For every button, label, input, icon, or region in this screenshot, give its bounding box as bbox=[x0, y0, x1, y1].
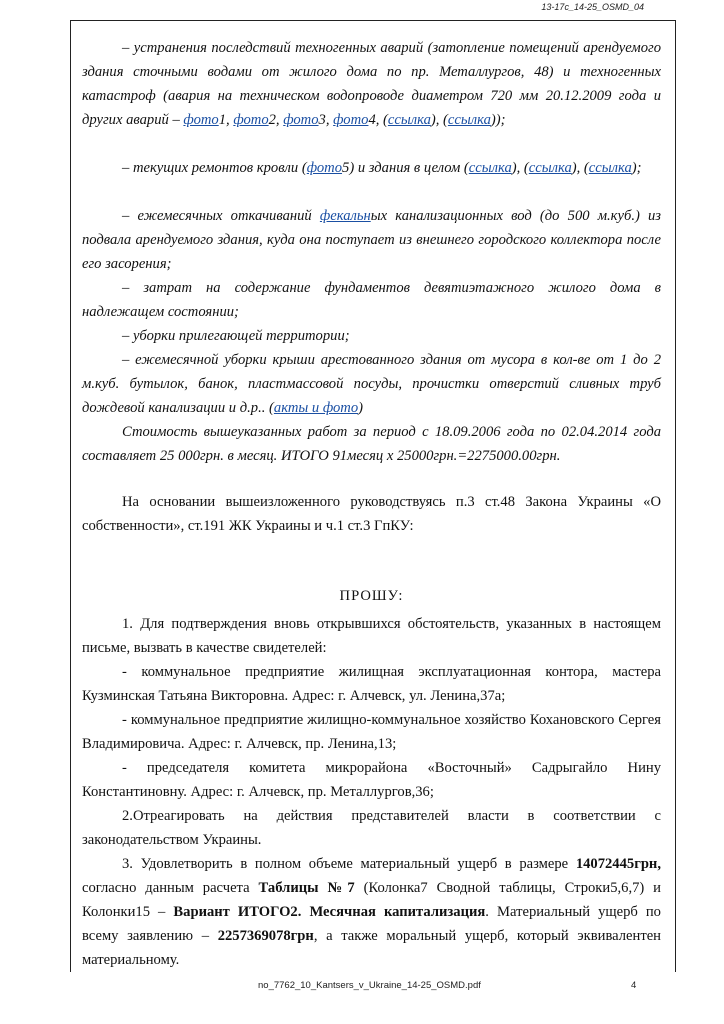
list-item-territory: – уборки прилегающей территории; bbox=[122, 328, 350, 344]
photo-link-1[interactable]: фото bbox=[183, 112, 219, 128]
witness-1: - коммунальное предприятие жилищная эксплуатационная контора, мастера Кузминская Татьяна Викторовна. Адрес: г. Алчевск, ул. Ленина,37а; bbox=[82, 664, 661, 704]
reference-link-3[interactable]: ссылка bbox=[468, 160, 512, 176]
sewage-link[interactable]: фекальн bbox=[319, 208, 371, 224]
request-item-2: 2.Отреагировать на действия представителей власти в соответствии с законодательством Украины. bbox=[82, 808, 661, 848]
reference-link-4[interactable]: ссылка bbox=[528, 160, 572, 176]
basis-paragraph: На основании вышеизложенного руководствуясь п.3 ст.48 Закона Украины «О собственности», ст.191 ЖК Украины и ч.1 ст.3 ГпКУ: bbox=[82, 494, 661, 534]
footer-filename: no_7762_10_Kantsers_v_Ukraine_14-25_OSMD.pdf bbox=[258, 980, 481, 991]
header-code: 13-17c_14-25_OSMD_04 bbox=[541, 2, 644, 12]
request-title: ПРОШУ: bbox=[339, 588, 404, 604]
list-item-foundations: – затрат на содержание фундаментов девятиэтажного жилого дома в надлежащем состоянии; bbox=[82, 280, 661, 320]
photo-link-4[interactable]: фото bbox=[333, 112, 369, 128]
witness-2: - коммунальное предприятие жилищно-коммунальное хозяйство Кохановского Сергея Владимировича. Адрес: г. Алчевск, пр. Ленина,13; bbox=[82, 712, 661, 752]
reference-link-1[interactable]: ссылка bbox=[387, 112, 431, 128]
request-item-3: 3. Удовлетворить в полном объеме материальный ущерб в размере 14072445грн, согласно данным расчета Таблицы №7 (Колонка7 Сводной таблицы, Строки5,6,7) и Колонки15 – Вариант ИТОГО2. Месячная капитализация. Материальный ущерб по всему заявлению – 2257369078грн, а также моральный ущерб, который эквивалентен материальному. bbox=[82, 856, 661, 968]
list-item-sewage: – ежемесячных откачиваний фекальных канализационных вод (до 500 м.куб.) из подвала арендуемого здания, куда она поступает из внешнего городского коллектора после его засорения; bbox=[82, 208, 661, 272]
photo-link-2[interactable]: фото bbox=[233, 112, 269, 128]
photo-link-5[interactable]: фото bbox=[306, 160, 343, 176]
witness-3: - председателя комитета микрорайона «Восточный» Садрыгайло Нину Константиновну. Адрес: г. Алчевск, пр. Металлургов,36; bbox=[82, 760, 661, 800]
cost-paragraph: Стоимость вышеуказанных работ за период с 18.09.2006 года по 02.04.2014 года составляет 25 000грн. в месяц. ИТОГО 91месяц х 25000грн.=2275000.00грн. bbox=[82, 424, 661, 464]
request-item-1: 1. Для подтверждения вновь открывшихся обстоятельств, указанных в настоящем письме, вызвать в качестве свидетелей: bbox=[82, 616, 661, 656]
reference-link-5[interactable]: ссылка bbox=[588, 160, 632, 176]
page-number: 4 bbox=[631, 980, 637, 991]
reference-link-2[interactable]: ссылка bbox=[447, 112, 491, 128]
list-item-repairs: – текущих ремонтов кровли (фото5) и здания в целом (ссылка), (ссылка), (ссылка); bbox=[122, 160, 642, 176]
acts-photos-link[interactable]: акты и фото bbox=[273, 400, 359, 416]
list-item-roof-cleaning: – ежемесячной уборки крыши арестованного здания от мусора в кол-ве от 1 до 2 м.куб. бутылок, банок, пластмассовой посуды, прочистки отверстий сливных труб дождевой канализации и д.р.. (акты и фото) bbox=[82, 352, 661, 416]
list-item-emergencies: – устранения последствий техногенных аварий (затопление помещений арендуемого здания сточными водами от жилого дома по пр. Металлургов, 48) и техногенных катастроф (авария на техническом водопроводе диаметром 720 мм 20.12.2009 года и других аварий – фото1, фото2, фото3, фото4, (ссылка), (ссылка)); bbox=[82, 40, 661, 128]
photo-link-3[interactable]: фото bbox=[283, 112, 319, 128]
